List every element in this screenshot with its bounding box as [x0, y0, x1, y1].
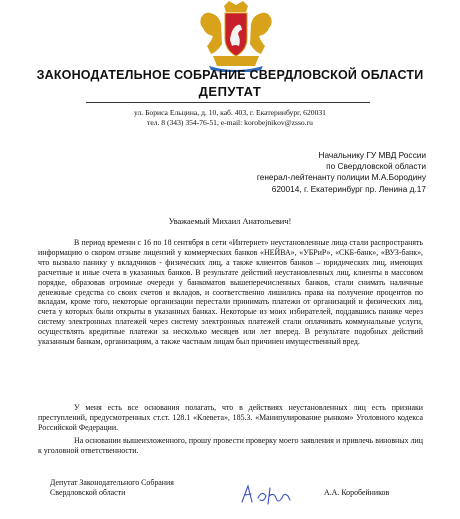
salutation: Уважаемый Михаил Анатольевич! [168, 217, 292, 226]
recipient-line: по Свердловской области [326, 161, 426, 172]
org-name: ЗАКОНОДАТЕЛЬНОЕ СОБРАНИЕ СВЕРДЛОВСКОЙ ОБЛАСТИ [36, 68, 424, 82]
recipient-line: генерал-лейтенанту полиции М.А.Бородину [256, 172, 426, 183]
paragraph-text: В период времени с 16 по 18 сентября в сети «Интернет» неустановленные лица стали распространять информацию о скором отзыве лицензий у коммерческих банков «НЕЙВА», «УБРиР», «СКБ-банк», «ВУЗ-банк», что вызвало панику у вкладчиков - физических лиц, а также клиентов банков – юридических лиц, имеющих расчетные и иные счета в указанных банков. В результате действий неустановленных лиц, клиенты в массовом порядке, образовав огромные очереди у банкоматов вышеперечисленных банков, стали снимать наличные денежные средства со своих счетов и вкладов, и соответственно лишились права на получение процентов по вкладам, кроме того, некоторые организации перестали принимать платежи от организаций и физических лиц, счета у которых были открыты в указанных банках. Некоторые из моих избирателей, поддавшись панике через систему электронных платежей через систему электронных платежей стали оплачивать коммунальные услуги, осуществлять кредитные платежи за несколько месяцев или лет вперед. В результате подобных действий указанным банкам, организациям, а также частным лицам был причинен имущественный вред. [38, 238, 423, 347]
recipient-line: 620014, г. Екатеринбург пр. Ленина д.17 [271, 183, 426, 194]
handwritten-signature [238, 478, 298, 508]
sender-contacts: тел. 8 (343) 354-76-51, e-mail: korobejnikov@zsso.ru [147, 118, 313, 127]
body-paragraph [38, 436, 423, 456]
body-paragraph [38, 403, 423, 433]
recipient-block [257, 150, 426, 195]
position-line: Депутат Законодательного Собрания [50, 478, 174, 487]
body-paragraph [38, 238, 423, 347]
coat-of-arms-emblem-icon [195, 0, 277, 72]
recipient-line: Начальнику ГУ МВД России [318, 150, 426, 160]
signatory-position [50, 478, 174, 498]
paragraph-text: На основании вышеизложенного, прошу провести проверку моего заявления и привлечь виновных лиц к уголовной ответственности. [38, 436, 423, 455]
page-title: ДЕПУТАТ [198, 84, 262, 99]
signatory-name: А.А. Коробейников [324, 488, 390, 497]
position-line: Свердловской области [50, 488, 126, 497]
sender-address: ул. Бориса Ельцина, д. 10, каб. 403, г. Екатеринбург, 620031 [134, 108, 326, 117]
paragraph-text: У меня есть все основания полагать, что в действиях неустановленных лиц есть признаки преступлений, предусмотренных ст.ст. 128.1 «Клевета», 185.3. «Манипулирование рынком» Уголовного кодекса Российской Федерации. [38, 403, 423, 432]
header-divider [86, 102, 370, 103]
